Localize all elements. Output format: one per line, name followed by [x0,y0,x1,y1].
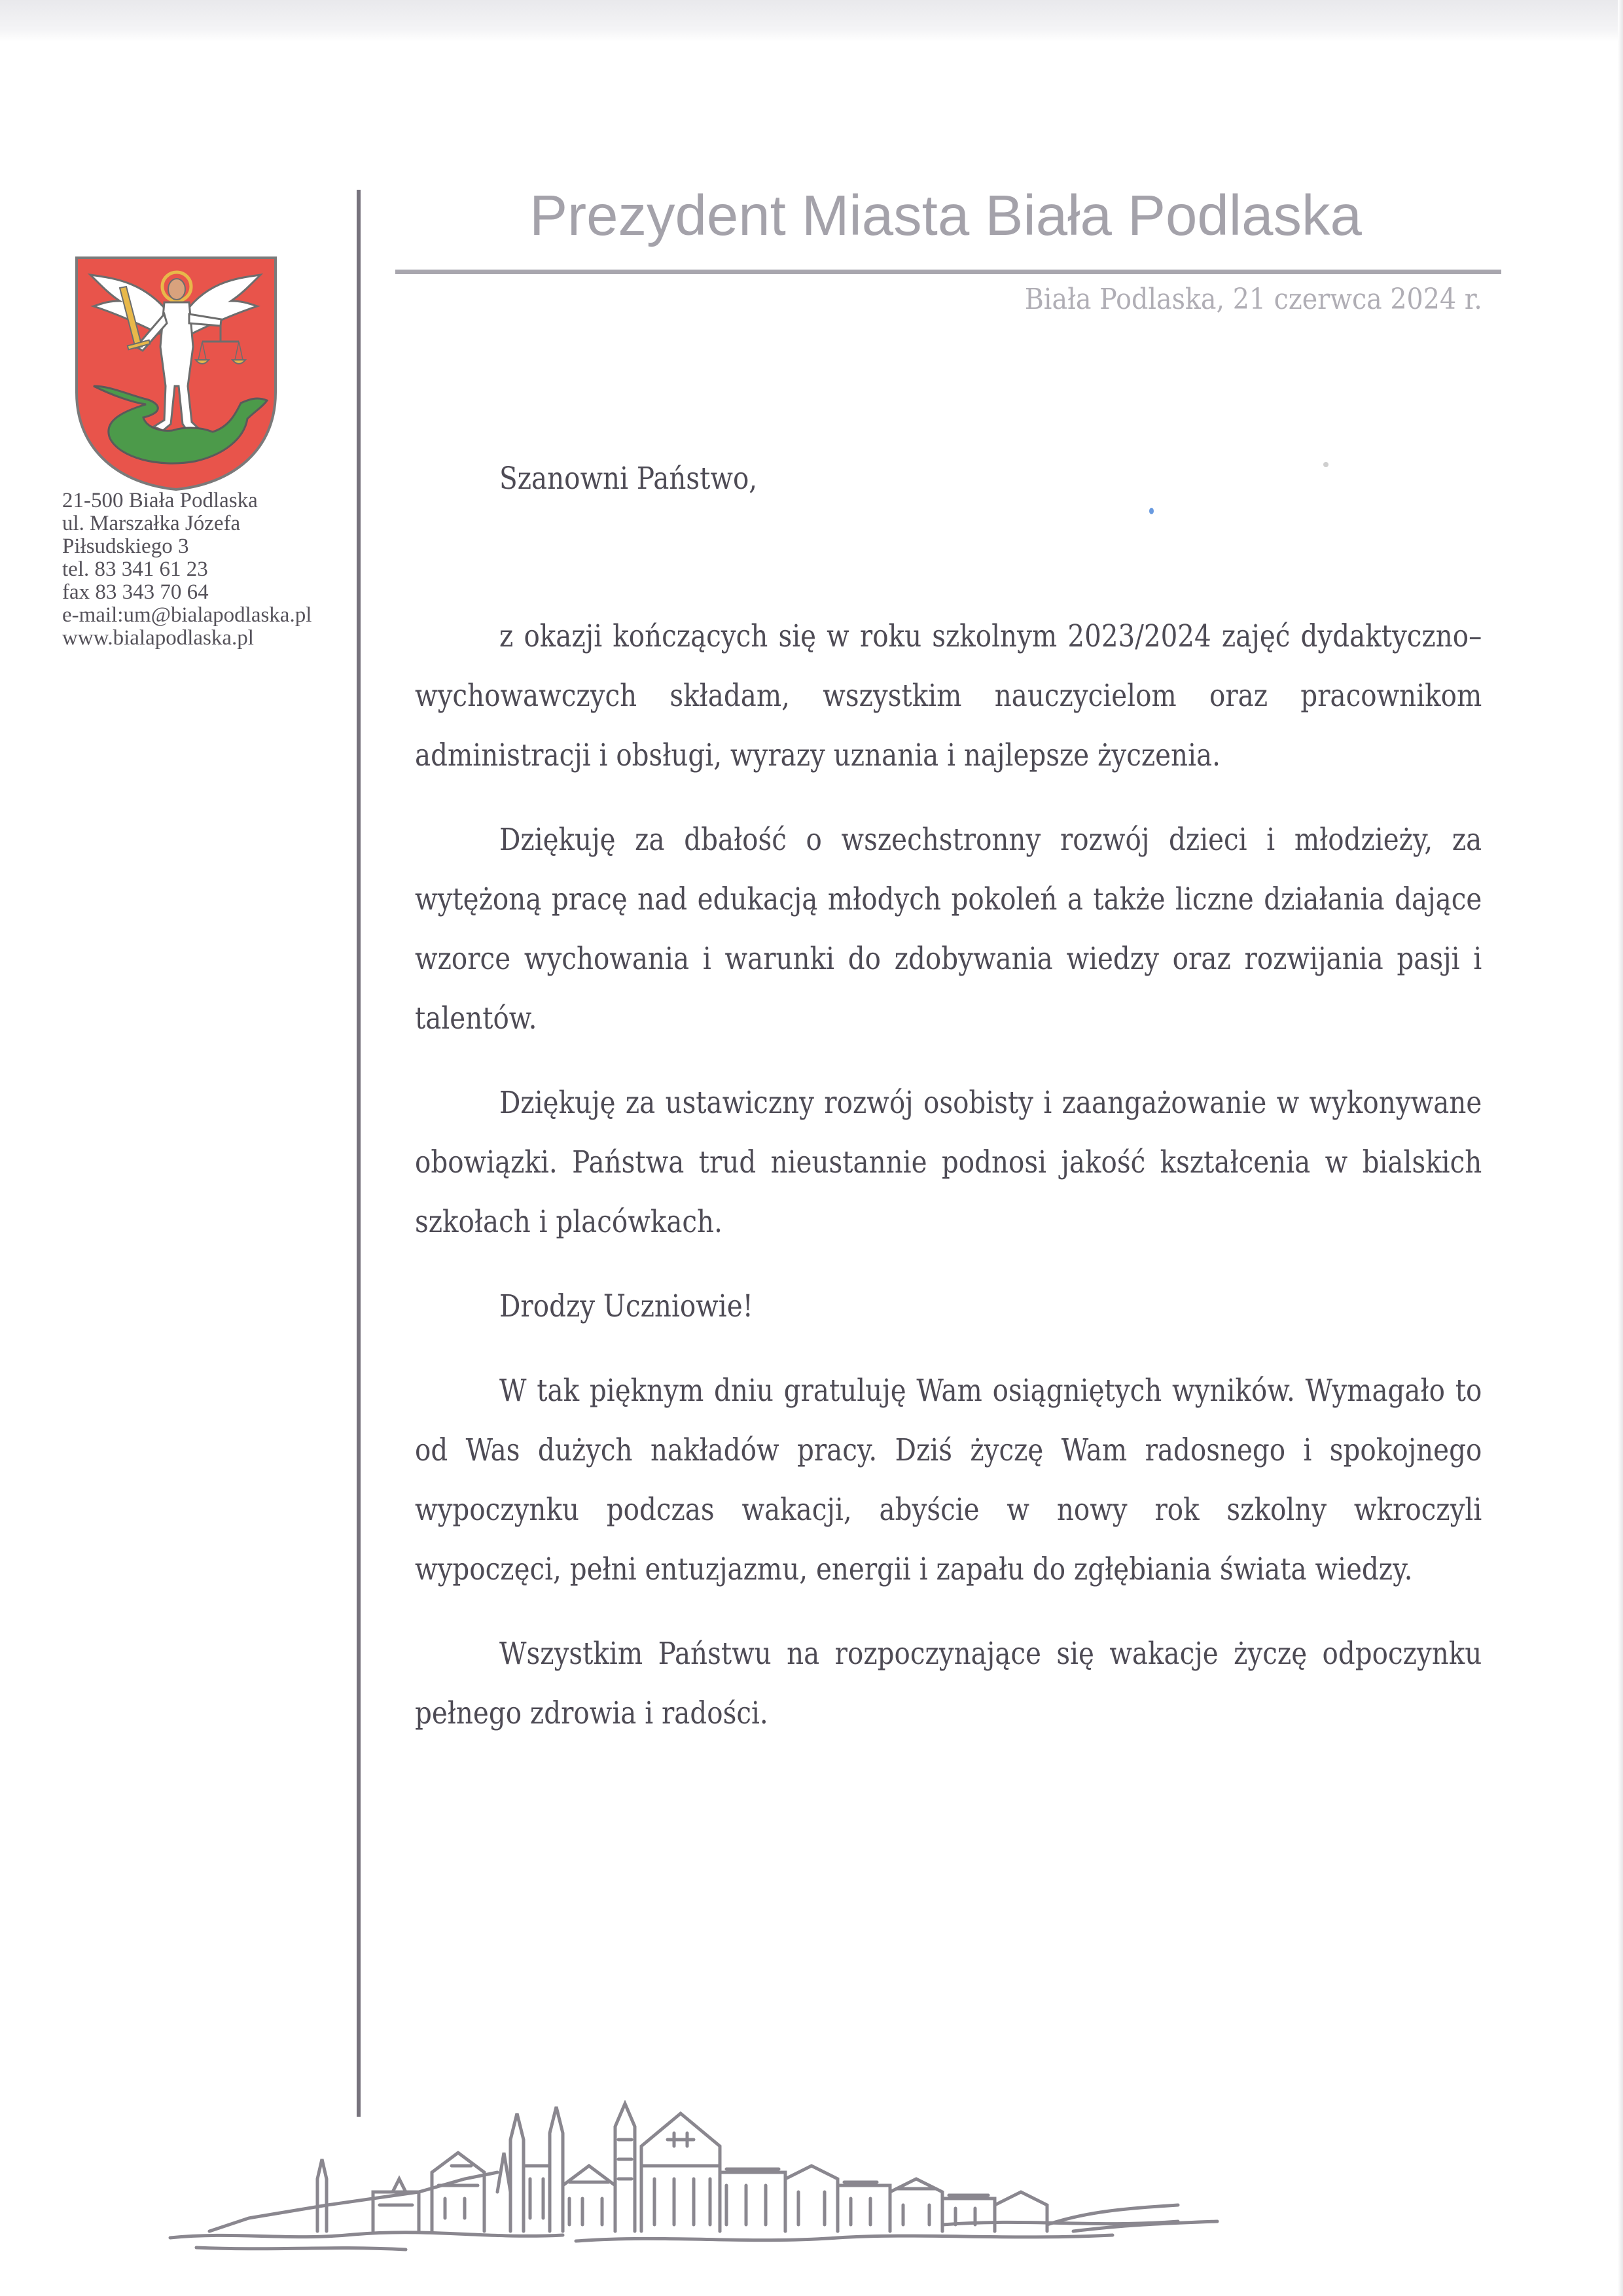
letter-body [415,449,1482,1743]
address-street-number: Piłsudskiego 3 [62,535,189,558]
paragraph: Dziękuję za ustawiczny rozwój osobisty i zaangażowanie w wykonywane obowiązki. Państwa trud nieustannie podnosi jakość kształcenia w bialskich szkołach i placówkach. [415,1085,1482,1240]
address-street: ul. Marszałka Józefa [62,512,241,535]
scan-speck [1323,462,1329,467]
paragraph: W tak pięknym dniu gratuluję Wam osiągniętych wyników. Wymagało to od Was dużych nakładów pracy. Dziś życzę Wam radosnego i spokojnego wypoczynku podczas wakacji, abyście w nowy rok szkolny wkroczyli wypoczęci, pełni entuzjazmu, energii i zapału do zgłębiania świata wiedzy. [415,1373,1482,1587]
students-greeting: Drodzy Uczniowie! [499,1288,753,1324]
paragraph: Dziękuję za dbałość o wszechstronny rozwój dzieci i młodzieży, za wytężoną pracę nad edukacją młodych pokoleń a także liczne działania dające wzorce wychowania i warunki do zdobywania wiedzy oraz rozwijania pasji i talentów. [415,822,1482,1036]
paragraph: Wszystkim Państwu na rozpoczynające się wakacje życzę odpoczynku pełnego zdrowia i radości. [415,1636,1482,1731]
scan-right-edge [1618,0,1623,2296]
city-coat-of-arms-icon [74,255,278,492]
scan-top-edge [0,0,1623,42]
address-email: e-mail:um@bialapodlaska.pl [62,603,312,627]
header-divider [395,270,1501,274]
paragraph: z okazji kończących się w roku szkolnym 2023/2024 zajęć dydaktyczno–wychowawczych składam, wszystkim nauczycielom oraz pracownikom administracji i obsługi, wyrazy uznania i najlepsze życzenia. [415,618,1482,773]
letterhead-title: Prezydent Miasta Biała Podlaska [529,184,1362,247]
address-website: www.bialapodlaska.pl [62,626,254,650]
date-line: Biała Podlaska, 21 czerwca 2024 r. [1024,283,1482,316]
city-skyline-icon [157,2100,1466,2270]
address-postal: 21-500 Biała Podlaska [62,489,258,512]
address-fax: fax 83 343 70 64 [62,580,209,604]
address-phone: tel. 83 341 61 23 [62,557,208,581]
vertical-divider [357,190,361,2117]
sender-address-block [62,489,312,650]
scan-speck [1149,508,1154,514]
salutation: Szanowni Państwo, [499,461,758,497]
head [168,279,185,300]
